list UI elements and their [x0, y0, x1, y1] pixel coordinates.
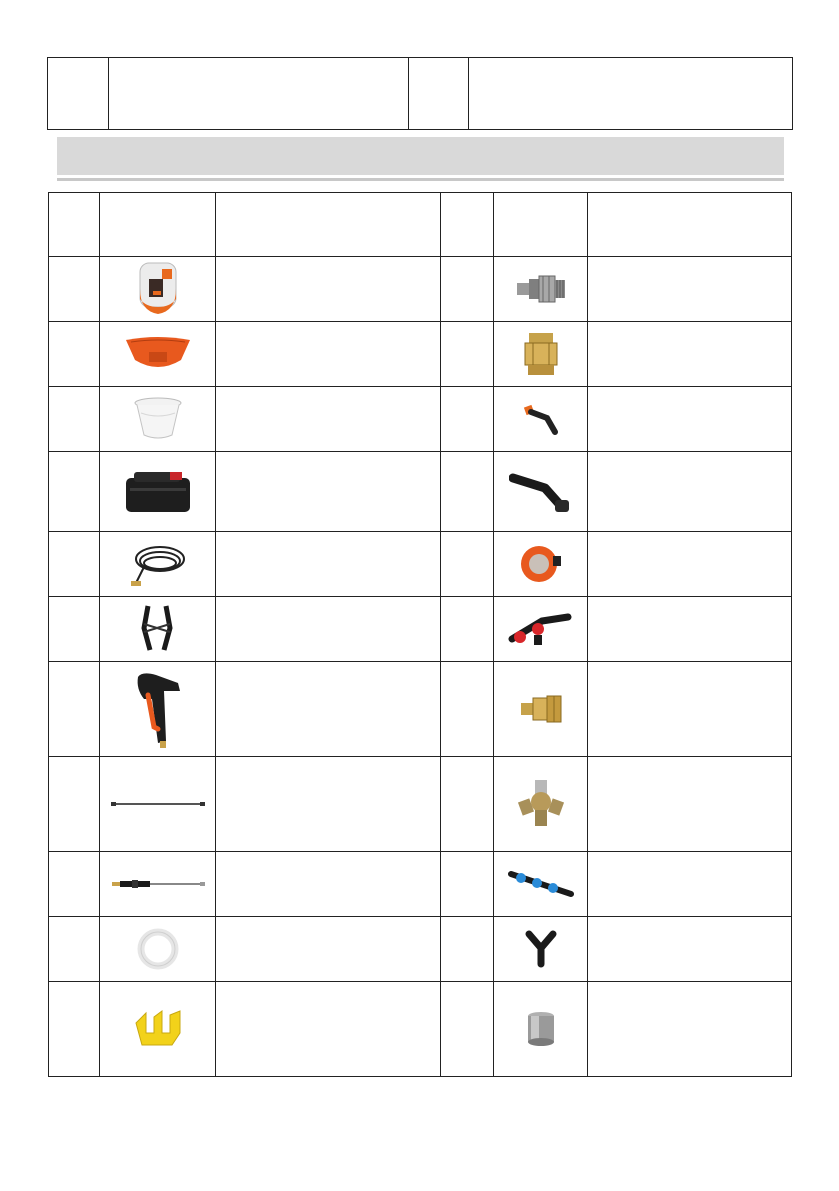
row-name-right	[588, 597, 792, 662]
row-no-left	[49, 662, 100, 757]
double-nozzle-icon	[508, 609, 574, 649]
row-name-right	[588, 917, 792, 982]
table-row	[49, 452, 792, 532]
row-name-left	[216, 387, 441, 452]
battery-pack-sprayer-icon	[136, 261, 180, 317]
header-no-left	[49, 193, 100, 257]
lance-icon	[110, 878, 206, 890]
header-cell-3	[409, 58, 469, 130]
row-name-left	[216, 757, 441, 852]
header-no-right	[441, 193, 494, 257]
row-name-right	[588, 532, 792, 597]
parts-table	[48, 192, 792, 1077]
row-no-left	[49, 757, 100, 852]
metal-nut-icon	[525, 1010, 557, 1048]
table-row	[49, 532, 792, 597]
row-no-left	[49, 917, 100, 982]
row-no-left	[49, 387, 100, 452]
row-no-right	[441, 597, 494, 662]
row-name-right	[588, 982, 792, 1077]
row-no-left	[49, 532, 100, 597]
row-no-right	[441, 532, 494, 597]
table-row	[49, 257, 792, 322]
row-pic-left	[100, 917, 216, 982]
row-pic-right	[494, 757, 588, 852]
row-name-right	[588, 387, 792, 452]
row-no-left	[49, 452, 100, 532]
row-no-left	[49, 597, 100, 662]
row-pic-left	[100, 662, 216, 757]
row-no-left	[49, 982, 100, 1077]
row-pic-left	[100, 257, 216, 322]
table-row	[49, 322, 792, 387]
banner-divider	[57, 178, 784, 181]
row-name-left	[216, 452, 441, 532]
shoulder-straps-icon	[138, 604, 178, 654]
row-pic-left	[100, 532, 216, 597]
row-pic-right	[494, 322, 588, 387]
row-name-left	[216, 532, 441, 597]
table-row	[49, 917, 792, 982]
fan-nozzle-icon	[519, 542, 563, 586]
row-no-right	[441, 852, 494, 917]
row-name-right	[588, 322, 792, 387]
y-connector-icon	[523, 930, 559, 968]
battery-icon	[122, 468, 194, 516]
small-nozzle-icon	[521, 402, 561, 436]
row-name-right	[588, 452, 792, 532]
row-no-right	[441, 387, 494, 452]
angled-nozzle-icon	[509, 470, 573, 514]
row-pic-left	[100, 597, 216, 662]
header-pic-right	[494, 193, 588, 257]
row-pic-right	[494, 852, 588, 917]
table-row	[49, 662, 792, 757]
tank-lid-icon	[123, 334, 193, 374]
row-pic-left	[100, 452, 216, 532]
spray-gun-icon	[130, 669, 186, 749]
brass-adapter-icon	[519, 692, 563, 726]
row-no-right	[441, 452, 494, 532]
header-cell-4	[469, 58, 793, 130]
row-pic-right	[494, 662, 588, 757]
row-name-left	[216, 322, 441, 387]
clamp-ring-icon	[136, 927, 180, 971]
table-row	[49, 387, 792, 452]
row-name-left	[216, 917, 441, 982]
table-header-row	[49, 193, 792, 257]
header-cell-1	[48, 58, 109, 130]
row-no-left	[49, 852, 100, 917]
yellow-holder-icon	[132, 1009, 184, 1049]
row-pic-right	[494, 982, 588, 1077]
table-row	[49, 852, 792, 917]
row-pic-right	[494, 387, 588, 452]
table-row	[49, 757, 792, 852]
header-row	[48, 58, 793, 130]
header-cell-2	[109, 58, 409, 130]
row-name-left	[216, 982, 441, 1077]
filter-basket-icon	[133, 397, 183, 441]
section-banner	[57, 137, 784, 175]
row-pic-left	[100, 982, 216, 1077]
row-pic-left	[100, 387, 216, 452]
row-no-right	[441, 757, 494, 852]
three-way-nozzle-icon	[518, 778, 564, 830]
row-name-right	[588, 257, 792, 322]
row-name-right	[588, 852, 792, 917]
row-name-left	[216, 662, 441, 757]
row-pic-right	[494, 452, 588, 532]
hose-icon	[128, 539, 188, 589]
row-pic-right	[494, 532, 588, 597]
brass-coupler-icon	[521, 331, 561, 377]
row-pic-right	[494, 917, 588, 982]
row-name-left	[216, 852, 441, 917]
row-pic-right	[494, 597, 588, 662]
table-row	[49, 982, 792, 1077]
row-no-right	[441, 982, 494, 1077]
row-name-right	[588, 662, 792, 757]
row-no-right	[441, 257, 494, 322]
header-name-left	[216, 193, 441, 257]
row-pic-left	[100, 322, 216, 387]
header-name-right	[588, 193, 792, 257]
header-table	[47, 57, 793, 130]
extension-rod-icon	[110, 799, 206, 809]
row-pic-left	[100, 852, 216, 917]
row-pic-right	[494, 257, 588, 322]
row-name-left	[216, 257, 441, 322]
row-no-left	[49, 322, 100, 387]
row-pic-left	[100, 757, 216, 852]
table-row	[49, 597, 792, 662]
row-no-right	[441, 917, 494, 982]
row-no-right	[441, 322, 494, 387]
row-name-left	[216, 597, 441, 662]
triple-blue-nozzle-icon	[507, 868, 575, 900]
quick-connector-plug-icon	[515, 271, 567, 307]
header-pic-left	[100, 193, 216, 257]
row-no-left	[49, 257, 100, 322]
row-no-right	[441, 662, 494, 757]
row-name-right	[588, 757, 792, 852]
